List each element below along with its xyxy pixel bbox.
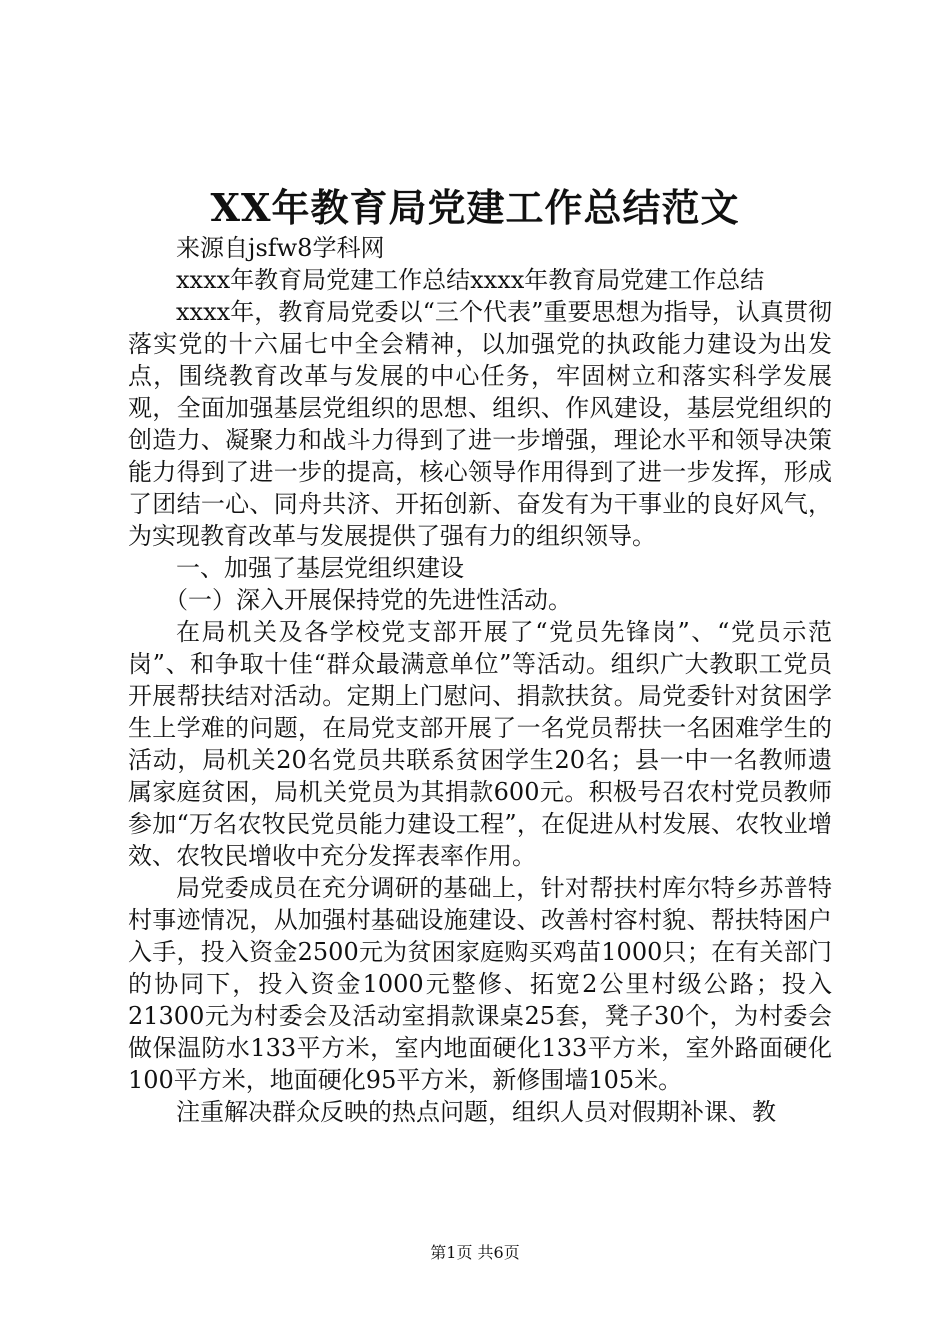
- document-body: [128, 232, 832, 1128]
- document-title: XX年教育局党建工作总结范文: [210, 185, 740, 230]
- paragraph-activities: 在局机关及各学校党支部开展了“党员先锋岗”、“党员示范岗”、和争取十佳“群众最满意单位”等活动。组织广大教职工党员开展帮扶结对活动。定期上门慰问、捐款扶贫。局党委针对贫困学生上学难的问题，在局党支部开展了一名党员帮扶一名困难学生的活动，局机关20名党员共联系贫困学生20名；县一中一名教师遗属家庭贫困，局机关党员为其捐款600元。积极号召农村党员教师参加“万名农牧民党员能力建设工程”，在促进从村发展、农牧业增效、农牧民增收中充分发挥表率作用。: [128, 618, 832, 870]
- paragraph-hotspots: 注重解决群众反映的热点问题，组织人员对假期补课、教: [176, 1098, 776, 1126]
- page-number-footer: 第1页 共6页: [430, 1243, 520, 1262]
- paragraph-assistance: 局党委成员在充分调研的基础上，针对帮扶村库尔特乡苏普特村事迹情况，从加强村基础设施建设、改善村容村貌、帮扶特困户入手，投入资金2500元为贫困家庭购买鸡苗1000只；在有关部门的协同下，投入资金1000元整修、拓宽2公里村级公路；投入21300元为村委会及活动室捐款课桌25套，凳子30个，为村委会做保温防水133平方米，室内地面硬化133平方米，室外路面硬化100平方米，地面硬化95平方米，新修围墙105米。: [128, 874, 832, 1094]
- subtitle-line: xxxx年教育局党建工作总结xxxx年教育局党建工作总结: [176, 266, 765, 294]
- subsection-heading: （一）深入开展保持党的先进性活动。: [164, 586, 572, 614]
- source-line: 来源自jsfw8学科网: [176, 234, 385, 262]
- section-heading: 一、加强了基层党组织建设: [176, 554, 464, 582]
- paragraph-intro: xxxx年，教育局党委以“三个代表”重要思想为指导，认真贯彻落实党的十六届七中全会精神，以加强党的执政能力建设为出发点，围绕教育改革与发展的中心任务，牢固树立和落实科学发展观，全面加强基层党组织的思想、组织、作风建设，基层党组织的创造力、凝聚力和战斗力得到了进一步增强，理论水平和领导决策能力得到了进一步的提高，核心领导作用得到了进一步发挥，形成了团结一心、同舟共济、开拓创新、奋发有为干事业的良好风气，为实现教育改革与发展提供了强有力的组织领导。: [128, 298, 832, 550]
